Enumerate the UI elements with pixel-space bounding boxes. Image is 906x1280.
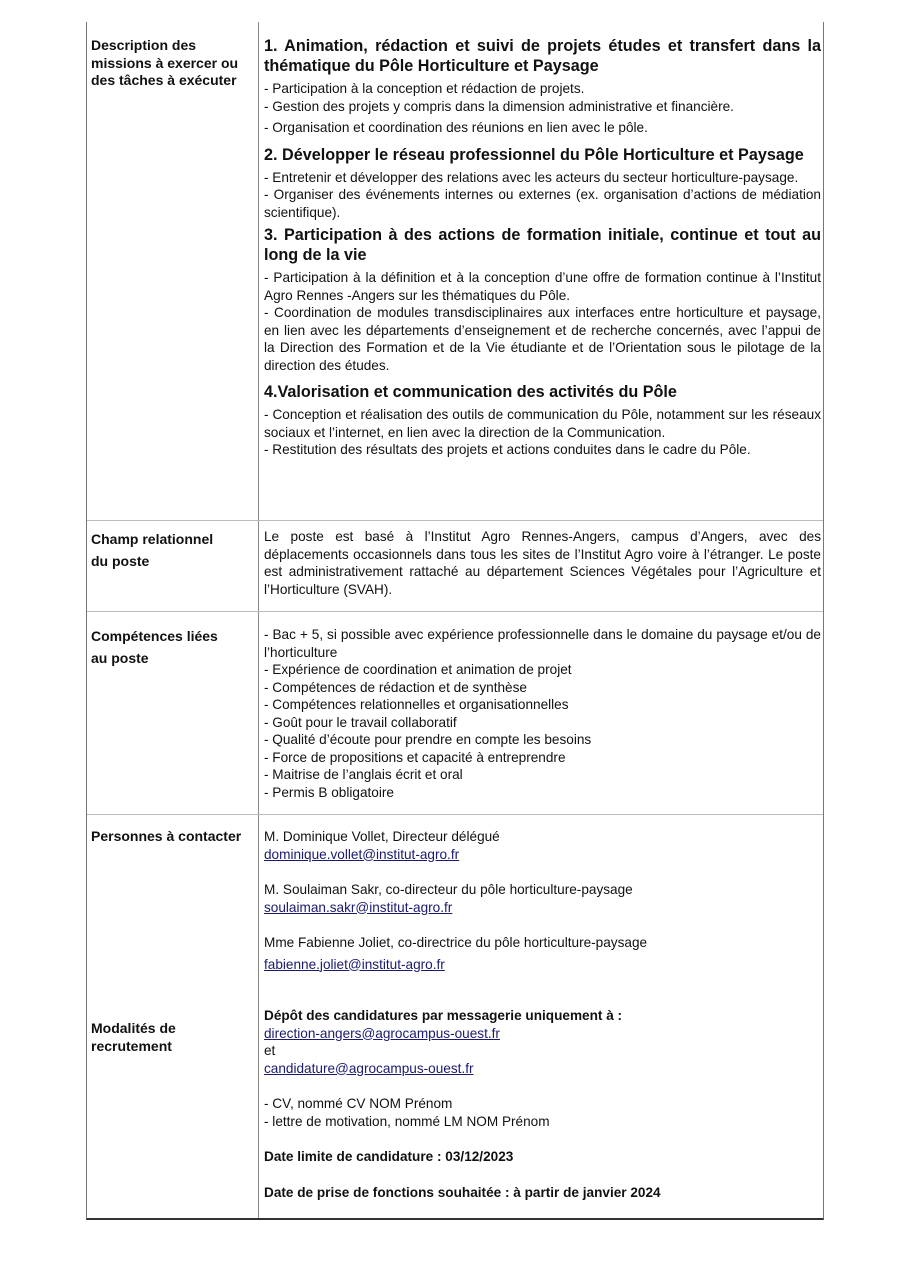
list-item: - Bac + 5, si possible avec expérience professionnelle dans le domaine du paysage et/ou de l’horticulture — [264, 627, 821, 660]
list-item: - Organisation et coordination des réunions en lien avec le pôle. — [264, 120, 648, 135]
contact-email-link[interactable]: fabienne.joliet@institut-agro.fr — [264, 956, 445, 972]
missions-label: Description des missions à exercer ou des tâches à exécuter — [91, 37, 239, 88]
depot-email-link[interactable]: direction-angers@agrocampus-ouest.fr — [264, 1025, 500, 1041]
row-divider — [87, 611, 823, 612]
competences-content — [264, 626, 821, 801]
section-heading: 2. Développer le réseau professionnel du Pôle Horticulture et Paysage — [264, 145, 804, 164]
contact-name: M. Soulaiman Sakr, co-directeur du pôle horticulture-paysage — [264, 882, 633, 897]
doc-item: - CV, nommé CV NOM Prénom — [264, 1096, 453, 1111]
label-line: au poste — [91, 650, 149, 666]
depot-title: Dépôt des candidatures par messagerie uniquement à : — [264, 1008, 623, 1023]
contact-email-link[interactable]: soulaiman.sakr@institut-agro.fr — [264, 899, 453, 915]
depot-et: et — [264, 1043, 276, 1058]
row-divider — [87, 814, 823, 815]
champ-relationnel-content — [264, 528, 821, 598]
job-description-table — [86, 22, 824, 1220]
section-heading: 3. Participation à des actions de formation initiale, continue et tout au long de la vie — [264, 226, 821, 264]
date-prise-fonctions: Date de prise de fonctions souhaitée : à partir de janvier 2024 — [264, 1184, 661, 1200]
date-limite: Date limite de candidature : 03/12/2023 — [264, 1149, 514, 1164]
missions-content — [264, 36, 821, 459]
contacts-label: Personnes à contacter — [91, 828, 242, 844]
list-item: - Qualité d’écoute pour prendre en compte les besoins — [264, 732, 592, 747]
list-item: - Maitrise de l’anglais écrit et oral — [264, 767, 463, 782]
section-heading: 4.Valorisation et communication des activités du Pôle — [264, 383, 677, 401]
column-divider — [258, 22, 259, 1218]
list-item: - Expérience de coordination et animation de projet — [264, 662, 572, 677]
depot-email-link[interactable]: candidature@agrocampus-ouest.fr — [264, 1060, 474, 1076]
champ-relationnel-label — [91, 528, 256, 572]
contacts-content — [264, 828, 821, 1201]
section-heading: 1. Animation, rédaction et suivi de projets études et transfert dans la thématique du Pôle Horticulture et Paysage — [264, 37, 821, 75]
modalites-label: Modalités de recrutement — [91, 1020, 176, 1054]
list-item: - Compétences de rédaction et de synthèse — [264, 679, 527, 695]
list-item: - Permis B obligatoire — [264, 784, 394, 800]
label-line: Champ relationnel — [91, 531, 214, 547]
list-item: - Organiser des événements internes ou externes (ex. organisation d’actions de médiation scientifique). — [264, 187, 821, 220]
contact-name: M. Dominique Vollet, Directeur délégué — [264, 829, 500, 844]
label-line: du poste — [91, 553, 150, 569]
contact-name: Mme Fabienne Joliet, co-directrice du pôle horticulture-paysage — [264, 935, 648, 950]
row-divider — [87, 520, 823, 521]
list-item: - Restitution des résultats des projets et actions conduites dans le cadre du Pôle. — [264, 442, 751, 457]
contact-email-link[interactable]: dominique.vollet@institut-agro.fr — [264, 846, 460, 862]
list-item: - Gestion des projets y compris dans la dimension administrative et financière. — [264, 98, 734, 114]
list-item: - Coordination de modules transdisciplinaires aux interfaces entre horticulture et paysage, en lien avec les départements d’enseignement et de recherche concernés, avec l’appui de la Direction des Formation et de la Vie étudiante et de l’Orientation sous le pilotage de la direction des études. — [264, 305, 821, 373]
list-item: - Goût pour le travail collaboratif — [264, 714, 457, 730]
list-item: - Entretenir et développer des relations avec les acteurs du secteur horticulture-paysage. — [264, 169, 799, 185]
list-item: - Force de propositions et capacité à entreprendre — [264, 749, 566, 765]
list-item: - Compétences relationnelles et organisationnelles — [264, 697, 569, 712]
label-line: Compétences liées — [91, 628, 218, 644]
competences-label — [91, 625, 256, 669]
doc-item: - lettre de motivation, nommé LM NOM Prénom — [264, 1113, 550, 1129]
list-item: - Participation à la conception et rédaction de projets. — [264, 81, 585, 96]
list-item: - Conception et réalisation des outils de communication du Pôle, notamment sur les réseaux sociaux et l’internet, en lien avec la direction de la Communication. — [264, 407, 821, 440]
list-item: - Participation à la définition et à la conception d’une offre de formation continue à l’Institut Agro Rennes -Angers sur les thématiques du Pôle. — [264, 270, 821, 303]
paragraph: Le poste est basé à l’Institut Agro Rennes-Angers, campus d’Angers, avec des déplacements occasionnels dans tous les sites de l’Institut Agro voire à l’étranger. Le poste est administrativement rattaché au département Sciences Végétales pour l’Agriculture et l’Horticulture (SVAH). — [264, 529, 821, 597]
